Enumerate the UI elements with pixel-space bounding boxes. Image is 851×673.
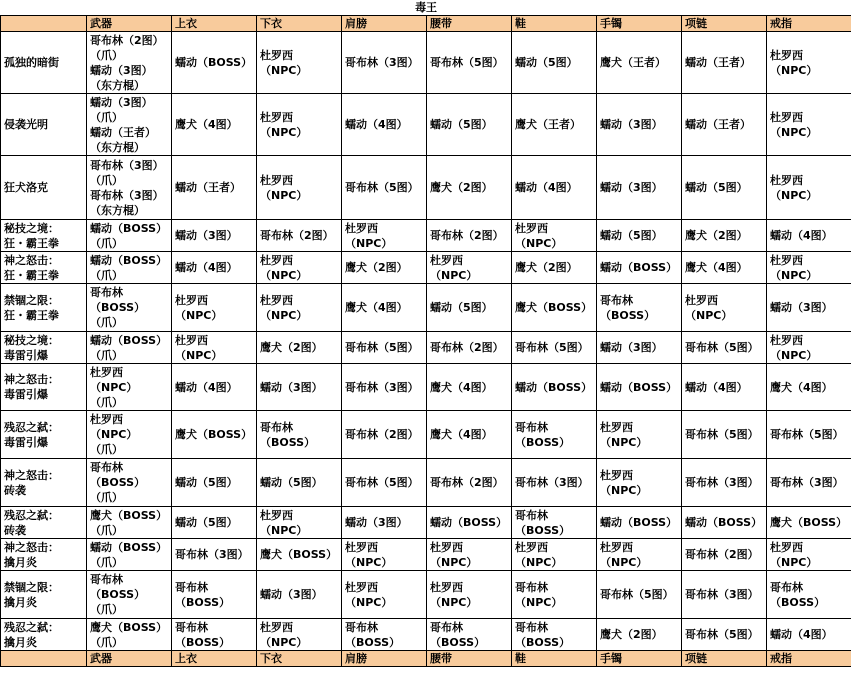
table-row	[1, 284, 851, 332]
col-header-bracelet: 手镯	[597, 16, 682, 32]
cell-bottom: 杜罗西 （NPC）	[257, 94, 342, 156]
col-footer-bracelet: 手镯	[597, 651, 682, 667]
cell-belt: 蠕动（BOSS）	[427, 507, 512, 539]
cell-ring: 杜罗西 （NPC）	[767, 32, 851, 94]
cell-top: 杜罗西 （NPC）	[172, 332, 257, 364]
cell-bottom: 鹰犬（2图）	[257, 332, 342, 364]
cell-shoes: 蠕动（4图）	[512, 156, 597, 220]
cell-bottom: 杜罗西 （NPC）	[257, 284, 342, 332]
cell-ring: 哥布林（5图）	[767, 411, 851, 459]
table-row	[1, 220, 851, 252]
col-footer-shoulder: 肩膀	[342, 651, 427, 667]
cell-top: 哥布林（3图）	[172, 539, 257, 571]
table-row	[1, 619, 851, 651]
cell-belt: 杜罗西 （NPC）	[427, 252, 512, 284]
cell-top: 蠕动（3图）	[172, 220, 257, 252]
cell-belt: 哥布林（2图）	[427, 220, 512, 252]
cell-shoulder: 哥布林 （BOSS）	[342, 619, 427, 651]
row-label: 狂犬洛克	[1, 156, 87, 220]
header-corner	[1, 16, 87, 32]
cell-ring: 杜罗西 （NPC）	[767, 539, 851, 571]
cell-shoulder: 哥布林（3图）	[342, 32, 427, 94]
cell-belt: 蠕动（5图）	[427, 284, 512, 332]
cell-shoes: 蠕动（BOSS）	[512, 364, 597, 411]
cell-ring: 杜罗西 （NPC）	[767, 252, 851, 284]
col-footer-ring: 戒指	[767, 651, 851, 667]
cell-belt: 鹰犬（4图）	[427, 364, 512, 411]
cell-top: 杜罗西 （NPC）	[172, 284, 257, 332]
cell-shoes: 哥布林 （NPC）	[512, 571, 597, 619]
header-row-bottom	[1, 651, 851, 667]
cell-ring: 蠕动（4图）	[767, 220, 851, 252]
cell-belt: 哥布林（2图）	[427, 459, 512, 507]
cell-shoes: 鹰犬（王者）	[512, 94, 597, 156]
footer-corner	[1, 651, 87, 667]
table-row	[1, 507, 851, 539]
cell-necklace: 蠕动（4图）	[682, 364, 767, 411]
cell-belt: 蠕动（5图）	[427, 94, 512, 156]
row-label: 禁锢之限： 狂・霸王拳	[1, 284, 87, 332]
cell-bracelet: 蠕动（3图）	[597, 332, 682, 364]
cell-weapon: 哥布林 （BOSS） （爪）	[87, 571, 172, 619]
cell-necklace: 哥布林（5图）	[682, 619, 767, 651]
cell-shoes: 蠕动（5图）	[512, 32, 597, 94]
cell-bottom: 蠕动（3图）	[257, 364, 342, 411]
cell-shoes: 哥布林 （BOSS）	[512, 411, 597, 459]
cell-top: 鹰犬（BOSS）	[172, 411, 257, 459]
table-row	[1, 539, 851, 571]
cell-shoulder: 杜罗西 （NPC）	[342, 220, 427, 252]
cell-bracelet: 蠕动（BOSS）	[597, 252, 682, 284]
cell-ring: 杜罗西 （NPC）	[767, 332, 851, 364]
cell-shoes: 鹰犬（BOSS）	[512, 284, 597, 332]
cell-necklace: 哥布林（5图）	[682, 332, 767, 364]
title-row	[1, 0, 851, 16]
cell-bracelet: 杜罗西 （NPC）	[597, 411, 682, 459]
cell-top: 蠕动（4图）	[172, 252, 257, 284]
cell-top: 哥布林 （BOSS）	[172, 619, 257, 651]
table-row	[1, 252, 851, 284]
row-label: 秘技之境： 毒雷引爆	[1, 332, 87, 364]
col-footer-top: 上衣	[172, 651, 257, 667]
cell-shoulder: 哥布林（5图）	[342, 459, 427, 507]
col-header-shoes: 鞋	[512, 16, 597, 32]
header-row-top	[1, 16, 851, 32]
cell-shoes: 哥布林（5图）	[512, 332, 597, 364]
cell-ring: 蠕动（3图）	[767, 284, 851, 332]
cell-bracelet: 鹰犬（2图）	[597, 619, 682, 651]
cell-necklace: 蠕动（BOSS）	[682, 507, 767, 539]
cell-weapon: 哥布林（3图） （爪） 哥布林（3图） （东方棍）	[87, 156, 172, 220]
cell-ring: 哥布林 （BOSS）	[767, 571, 851, 619]
cell-top: 鹰犬（4图）	[172, 94, 257, 156]
cell-bracelet: 杜罗西 （NPC）	[597, 459, 682, 507]
col-footer-weapon: 武器	[87, 651, 172, 667]
cell-necklace: 哥布林（3图）	[682, 571, 767, 619]
cell-bracelet: 蠕动（3图）	[597, 156, 682, 220]
cell-bracelet: 蠕动（5图）	[597, 220, 682, 252]
cell-bottom: 杜罗西 （NPC）	[257, 619, 342, 651]
cell-necklace: 蠕动（王者）	[682, 94, 767, 156]
cell-bottom: 杜罗西 （NPC）	[257, 507, 342, 539]
cell-top: 蠕动（4图）	[172, 364, 257, 411]
row-label: 神之怒击： 砖袭	[1, 459, 87, 507]
cell-bottom: 杜罗西 （NPC）	[257, 252, 342, 284]
cell-bottom: 哥布林（2图）	[257, 220, 342, 252]
cell-top: 蠕动（BOSS）	[172, 32, 257, 94]
cell-bracelet: 杜罗西 （NPC）	[597, 539, 682, 571]
cell-belt: 杜罗西 （NPC）	[427, 571, 512, 619]
cell-shoulder: 蠕动（4图）	[342, 94, 427, 156]
cell-shoes: 哥布林 （BOSS）	[512, 619, 597, 651]
cell-belt: 鹰犬（2图）	[427, 156, 512, 220]
table-row	[1, 156, 851, 220]
col-footer-belt: 腰带	[427, 651, 512, 667]
cell-ring: 杜罗西 （NPC）	[767, 156, 851, 220]
cell-bracelet: 蠕动（BOSS）	[597, 507, 682, 539]
cell-weapon: 杜罗西 （NPC） （爪）	[87, 411, 172, 459]
cell-weapon: 鹰犬（BOSS） （爪）	[87, 619, 172, 651]
cell-weapon: 鹰犬（BOSS） （爪）	[87, 507, 172, 539]
cell-shoulder: 鹰犬（2图）	[342, 252, 427, 284]
cell-shoulder: 杜罗西 （NPC）	[342, 571, 427, 619]
cell-bottom: 蠕动（3图）	[257, 571, 342, 619]
cell-necklace: 蠕动（5图）	[682, 156, 767, 220]
cell-belt: 哥布林（2图）	[427, 332, 512, 364]
cell-necklace: 杜罗西 （NPC）	[682, 284, 767, 332]
row-label: 神之怒击： 擒月炎	[1, 539, 87, 571]
col-header-necklace: 项链	[682, 16, 767, 32]
cell-shoes: 哥布林 （BOSS）	[512, 507, 597, 539]
cell-belt: 鹰犬（4图）	[427, 411, 512, 459]
col-header-shoulder: 肩膀	[342, 16, 427, 32]
cell-ring: 蠕动（4图）	[767, 619, 851, 651]
cell-belt: 杜罗西 （NPC）	[427, 539, 512, 571]
cell-bracelet: 哥布林（5图）	[597, 571, 682, 619]
cell-ring: 杜罗西 （NPC）	[767, 94, 851, 156]
cell-shoes: 哥布林（3图）	[512, 459, 597, 507]
row-label: 神之怒击： 毒雷引爆	[1, 364, 87, 411]
cell-bracelet: 哥布林 （BOSS）	[597, 284, 682, 332]
cell-bottom: 杜罗西 （NPC）	[257, 156, 342, 220]
cell-ring: 鹰犬（4图）	[767, 364, 851, 411]
cell-shoulder: 蠕动（3图）	[342, 507, 427, 539]
cell-shoes: 杜罗西 （NPC）	[512, 220, 597, 252]
row-label: 秘技之境： 狂・霸王拳	[1, 220, 87, 252]
cell-weapon: 哥布林 （BOSS） （爪）	[87, 459, 172, 507]
col-footer-necklace: 项链	[682, 651, 767, 667]
col-header-ring: 戒指	[767, 16, 851, 32]
cell-shoulder: 哥布林（5图）	[342, 156, 427, 220]
cell-weapon: 蠕动（BOSS） （爪）	[87, 252, 172, 284]
cell-necklace: 蠕动（王者）	[682, 32, 767, 94]
col-header-bottom: 下衣	[257, 16, 342, 32]
col-footer-bottom: 下衣	[257, 651, 342, 667]
cell-bottom: 鹰犬（BOSS）	[257, 539, 342, 571]
col-header-weapon: 武器	[87, 16, 172, 32]
cell-necklace: 鹰犬（4图）	[682, 252, 767, 284]
row-label: 神之怒击： 狂・霸王拳	[1, 252, 87, 284]
table-row	[1, 332, 851, 364]
cell-weapon: 蠕动（BOSS） （爪）	[87, 332, 172, 364]
cell-necklace: 哥布林（3图）	[682, 459, 767, 507]
row-label: 残忍之弑： 毒雷引爆	[1, 411, 87, 459]
cell-shoes: 杜罗西 （NPC）	[512, 539, 597, 571]
cell-weapon: 蠕动（3图） （爪） 蠕动（王者） （东方棍）	[87, 94, 172, 156]
table-row	[1, 364, 851, 411]
col-header-top: 上衣	[172, 16, 257, 32]
row-label: 禁锢之限： 擒月炎	[1, 571, 87, 619]
cell-necklace: 哥布林（5图）	[682, 411, 767, 459]
row-label: 侵袭光明	[1, 94, 87, 156]
table-row	[1, 411, 851, 459]
cell-shoulder: 杜罗西 （NPC）	[342, 539, 427, 571]
cell-top: 蠕动（5图）	[172, 459, 257, 507]
cell-ring: 哥布林（3图）	[767, 459, 851, 507]
row-label: 残忍之弑： 擒月炎	[1, 619, 87, 651]
cell-belt: 哥布林（5图）	[427, 32, 512, 94]
row-label: 孤独的暗街	[1, 32, 87, 94]
cell-top: 蠕动（5图）	[172, 507, 257, 539]
cell-ring: 鹰犬（BOSS）	[767, 507, 851, 539]
cell-weapon: 蠕动（BOSS） （爪）	[87, 539, 172, 571]
cell-weapon: 哥布林 （BOSS） （爪）	[87, 284, 172, 332]
cell-top: 哥布林 （BOSS）	[172, 571, 257, 619]
cell-shoulder: 哥布林（2图）	[342, 411, 427, 459]
row-label: 残忍之弑： 砖袭	[1, 507, 87, 539]
cell-bottom: 杜罗西 （NPC）	[257, 32, 342, 94]
cell-belt: 哥布林 （BOSS）	[427, 619, 512, 651]
cell-shoulder: 鹰犬（4图）	[342, 284, 427, 332]
cell-bracelet: 鹰犬（王者）	[597, 32, 682, 94]
cell-shoes: 鹰犬（2图）	[512, 252, 597, 284]
cell-weapon: 哥布林（2图） （爪） 蠕动（3图） （东方棍）	[87, 32, 172, 94]
cell-bottom: 蠕动（5图）	[257, 459, 342, 507]
cell-bracelet: 蠕动（BOSS）	[597, 364, 682, 411]
cell-top: 蠕动（王者）	[172, 156, 257, 220]
cell-bottom: 哥布林 （BOSS）	[257, 411, 342, 459]
cell-bracelet: 蠕动（3图）	[597, 94, 682, 156]
cell-weapon: 杜罗西 （NPC） （爪）	[87, 364, 172, 411]
table-row	[1, 571, 851, 619]
cell-necklace: 哥布林（2图）	[682, 539, 767, 571]
table-row	[1, 32, 851, 94]
col-footer-shoes: 鞋	[512, 651, 597, 667]
cell-shoulder: 哥布林（3图）	[342, 364, 427, 411]
cell-weapon: 蠕动（BOSS） （爪）	[87, 220, 172, 252]
table-row	[1, 94, 851, 156]
cell-necklace: 鹰犬（2图）	[682, 220, 767, 252]
col-header-belt: 腰带	[427, 16, 512, 32]
sheet-title: 毒王	[415, 1, 438, 14]
cell-shoulder: 哥布林（5图）	[342, 332, 427, 364]
table-row	[1, 459, 851, 507]
